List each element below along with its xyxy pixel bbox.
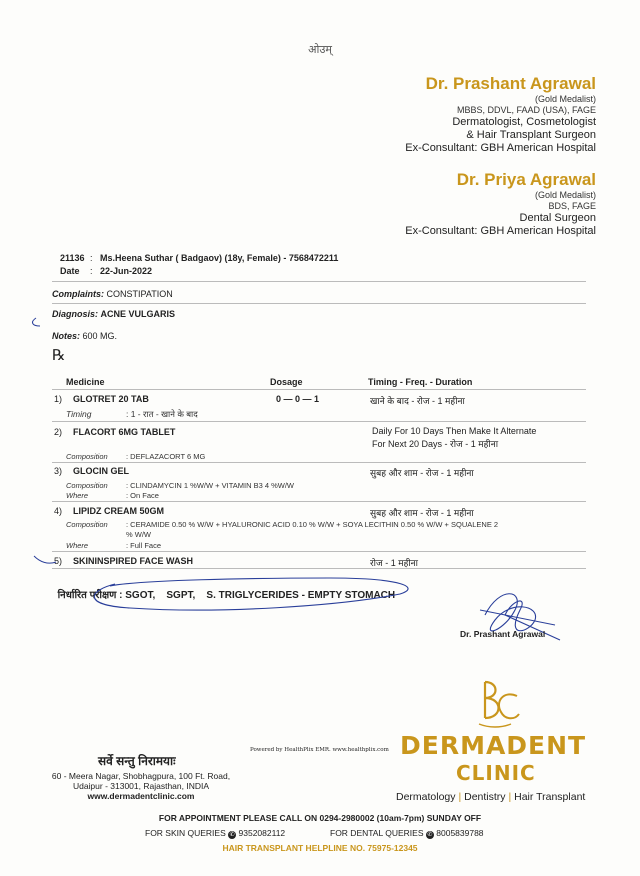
header-dosage: Dosage xyxy=(270,377,303,387)
med2-num: 2) xyxy=(54,427,63,437)
notes-label: Notes: xyxy=(52,331,81,341)
address-line2: Udaipur - 313001, Rajasthan, INDIA xyxy=(72,781,210,791)
header-timing: Timing - Freq. - Duration xyxy=(368,377,473,387)
med1-timing: खाने के बाद - रोज - 1 महीना xyxy=(370,396,465,406)
patient-details: Ms.Heena Suthar ( Badgaov) (18y, Female) - 7568472211 xyxy=(100,253,339,263)
tests-value: SGOT, SGPT, S. TRIGLYCERIDES - EMPTY STOMACH xyxy=(125,590,396,601)
rx-icon: ℞ xyxy=(52,346,66,364)
logo-dermadent: DERMADENT xyxy=(400,731,587,760)
med5-timing: रोज - 1 महीना xyxy=(370,558,419,568)
signature-stroke xyxy=(480,610,555,625)
med1-sub1-value: : 1 - रात - खाने के बाद xyxy=(126,409,198,419)
service-dermatology: Dermatology xyxy=(396,791,456,803)
address-line1: 60 - Meera Nagar, Shobhagpura, 100 Ft. Road, xyxy=(51,771,231,781)
diagnosis-label: Diagnosis: xyxy=(52,309,99,319)
complaints-label: Complaints: xyxy=(52,289,105,299)
med4-sub1-label: Composition xyxy=(66,520,108,529)
dental-queries xyxy=(330,828,484,839)
website[interactable]: www.dermadentclinic.com xyxy=(87,791,195,801)
margin-mark xyxy=(34,556,56,563)
services-line: Dermatology | Dentistry | Hair Transplant xyxy=(396,791,586,803)
notes-value: 600 MG. xyxy=(82,331,118,341)
med4-timing: सुबह और शाम - रोज - 1 महीना xyxy=(370,508,474,518)
dental-label: FOR DENTAL QUERIES xyxy=(330,828,424,838)
med3-sub1-label: Composition xyxy=(66,481,108,490)
tests-circle-mark xyxy=(94,578,408,610)
doctor2-title: Dental Surgeon xyxy=(519,212,596,224)
service-dentistry: Dentistry xyxy=(464,791,506,803)
dental-number: 8005839788 xyxy=(436,828,484,838)
doctor2-degrees: BDS, FAGE xyxy=(548,201,596,211)
doctor1-title-line2: & Hair Transplant Surgeon xyxy=(466,129,596,141)
powered-by: Powered by HealthPlix EMR. www.healthplix.com xyxy=(250,747,389,753)
skin-label: FOR SKIN QUERIES xyxy=(145,828,226,838)
med3-timing: सुबह और शाम - रोज - 1 महीना xyxy=(370,468,474,478)
service-hair-transplant: Hair Transplant xyxy=(514,791,586,803)
med4-sub1-value: : CERAMIDE 0.50 % W/W + HYALURONIC ACID 0.10 % W/W + SOYA LECITHIN 0.50 % W/W + SQUALENE 2 xyxy=(126,520,499,529)
med2-sub1-label: Composition xyxy=(66,452,108,461)
med4-name: LIPIDZ CREAM 50GM xyxy=(73,506,165,516)
date-label: Date xyxy=(60,266,80,276)
doctor2-name: Dr. Priya Agrawal xyxy=(456,170,596,189)
appointment-line: FOR APPOINTMENT PLEASE CALL ON 0294-2980002 (10am-7pm) SUNDAY OFF xyxy=(158,813,482,823)
blessing: सर्वे सन्तु निरामयाः xyxy=(98,754,176,768)
complaints-value: CONSTIPATION xyxy=(106,289,173,299)
med4-sub2-value: : Full Face xyxy=(126,541,162,550)
med1-num: 1) xyxy=(54,394,63,404)
med5-name: SKININSPIRED FACE WASH xyxy=(73,556,194,566)
med3-sub1-value: : CLINDAMYCIN 1 %W/W + VITAMIN B3 4 %W/W xyxy=(126,481,295,490)
doctor2-medal: (Gold Medalist) xyxy=(534,190,596,200)
med3-sub2-value: : On Face xyxy=(126,491,159,500)
med1-sub1-label: Timing xyxy=(66,409,92,419)
med1-dosage: 0 — 0 — 1 xyxy=(276,394,320,404)
helpline: HAIR TRANSPLANT HELPLINE NO. 75975-12345 xyxy=(222,843,418,853)
med2-name: FLACORT 6MG TABLET xyxy=(73,427,176,437)
med4-num: 4) xyxy=(54,506,63,516)
margin-mark xyxy=(33,318,40,326)
signature-name: Dr. Prashant Agrawal xyxy=(460,629,546,639)
med2-timing-line1: Daily For 10 Days Then Make It Alternate xyxy=(372,426,537,436)
doctor1-degrees: MBBS, DDVL, FAAD (USA), FAGE xyxy=(456,105,596,115)
med5-num: 5) xyxy=(54,556,63,566)
med4-sub2-label: Where xyxy=(66,541,89,550)
med3-sub2-label: Where xyxy=(66,491,89,500)
med1-name: GLOTRET 20 TAB xyxy=(73,394,149,404)
diagnosis-value: ACNE VULGARIS xyxy=(100,309,176,319)
tests-label: निर्धारित परीक्षण : xyxy=(57,590,123,601)
skin-queries xyxy=(145,828,285,839)
om-symbol: ओउम् xyxy=(308,44,332,56)
doctor1-exconsultant: Ex-Consultant: GBH American Hospital xyxy=(405,142,596,154)
header-medicine: Medicine xyxy=(66,377,105,387)
patient-id: 21136 xyxy=(60,253,85,263)
visit-date: 22-Jun-2022 xyxy=(100,266,153,276)
whatsapp-icon: ✆ xyxy=(427,832,433,838)
logo-clinic: CLINIC xyxy=(456,761,536,785)
med3-name: GLOCIN GEL xyxy=(73,466,129,476)
dermadent-monogram-icon xyxy=(465,678,525,730)
address-block xyxy=(40,771,242,801)
med2-sub1-value: : DEFLAZACORT 6 MG xyxy=(126,452,206,461)
med2-timing-line2: For Next 20 Days - रोज - 1 महीना xyxy=(372,439,499,449)
doctor1-name: Dr. Prashant Agrawal xyxy=(425,74,596,93)
skin-number: 9352082112 xyxy=(238,828,286,838)
doctor1-medal: (Gold Medalist) xyxy=(534,94,596,104)
med4-sub1-cont: % W/W xyxy=(126,530,151,539)
doctor2-exconsultant: Ex-Consultant: GBH American Hospital xyxy=(405,225,596,237)
doctor1-title-line1: Dermatologist, Cosmetologist xyxy=(452,116,596,128)
whatsapp-icon: ✆ xyxy=(229,832,235,838)
med3-num: 3) xyxy=(54,466,63,476)
